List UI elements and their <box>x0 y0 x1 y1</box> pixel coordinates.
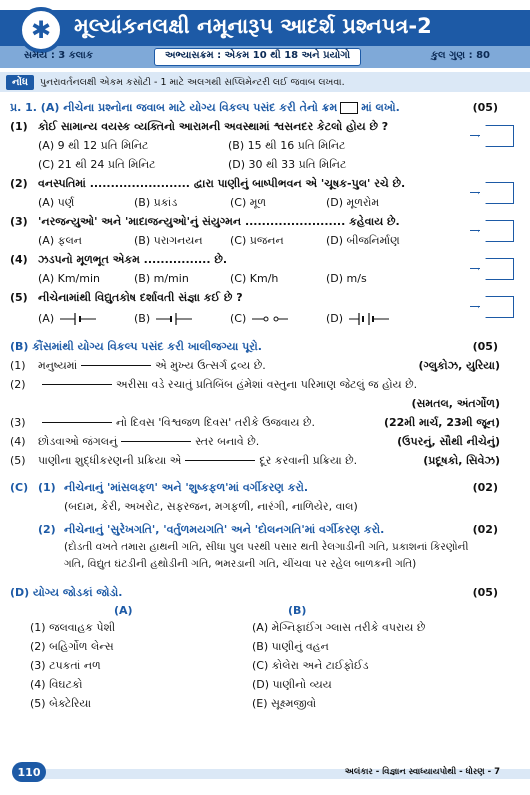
note-text: પુનરાવર્તનલક્ષી એકમ કસોટી - 1 માટે અલગથી સપ્લિમેન્ટરી લઈ જવાબ લખવા. <box>39 76 345 88</box>
item-hint: (સમતલ, અંતર્ગોળ) <box>411 396 500 410</box>
total-marks: કુલ ગુણ : 80 <box>431 50 490 61</box>
page-footer <box>0 762 530 782</box>
option: (C) 21 થી 24 પ્રતિ મિનિટ <box>38 157 156 171</box>
question-paper <box>10 98 520 713</box>
match-row <box>10 656 520 675</box>
column-b-item: (E) સૂક્ષ્મજીવો <box>252 696 317 710</box>
question-text: નીચેનાનું 'સુરેખગતિ', 'વર્તુળમયગતિ' અને 'દોલનગતિ'માં વર્ગીકરણ કરો. <box>64 522 385 536</box>
fill-blank-hint-row <box>10 394 520 413</box>
option: (A) પર્ણ <box>38 195 75 209</box>
option: (A) 9 થી 12 પ્રતિ મિનિટ <box>38 138 149 152</box>
question-text: ઝડપનો મૂળભૂત એકમ ................ છે. <box>38 252 228 266</box>
column-b-item: (B) પાણીનું વહન <box>252 639 329 653</box>
question-text: 'નરજન્યુઓ' અને 'માદાજન્યુઓ'નું સંયુગ્મન ........................ કહેવાય છે. <box>38 214 400 228</box>
match-row <box>10 637 520 656</box>
question-row <box>10 288 520 307</box>
section-c-label: (C) <box>10 481 29 494</box>
question-row <box>10 212 520 231</box>
option: (D) 30 થી 33 પ્રતિ મિનિટ <box>228 157 347 171</box>
item-text-post: નો દિવસ 'વિશ્વજળ દિવસ' તરીકે ઉજવાય છે. <box>116 415 315 429</box>
question-row <box>10 117 520 136</box>
item-number: (1) <box>10 359 26 372</box>
option-row <box>10 136 520 155</box>
option-label: (C) <box>230 312 247 325</box>
section-b-heading-text: (B) કૌંસમાંથી યોગ્ય વિકલ્પ પસંદ કરી ખાલીજગ્યા પૂરો. <box>10 339 262 353</box>
section-b-heading <box>10 337 520 356</box>
items-list: (દોડતી વખતે તમારા હાથની ગતિ, સીધા પુલ પરથી પસાર થતી રેલગાડીની ગતિ, પ્રકાશનાં કિરણોની ગતિ, વિદ્યુત ઘંટડીની હથોડીની ગતિ, ભમરડાની ગતિ, ચીંચવા પર રહેલ બાળકની ગતિ) <box>64 541 469 570</box>
option <box>230 312 326 326</box>
option: (C) પ્રજનન <box>230 233 284 247</box>
column-a-item: (4) વિઘટકો <box>30 677 83 691</box>
option-row <box>10 155 520 174</box>
column-a-item: (2) બહિર્ગોળ લેન્સ <box>30 639 114 653</box>
item-hint: (ઉપરનું, સૌથી નીચેનું) <box>397 434 500 448</box>
answer-blank-box <box>340 102 358 114</box>
question-row <box>10 174 520 193</box>
section-a-heading-suffix: માં લખો. <box>361 100 400 114</box>
option-row <box>10 231 520 250</box>
option-label: (A) <box>38 312 55 325</box>
question-marks: (02) <box>472 481 498 494</box>
asterisk-logo-icon: ✱ <box>18 7 64 53</box>
option: (D) બીજનિર્માણ <box>326 233 400 247</box>
items-list: (બદામ, કેરી, અખરોટ, સફરજન, મગફળી, નારંગી, નાળિયેર, વાલ) <box>64 499 358 513</box>
blank-line[interactable] <box>185 460 255 461</box>
cell-symbol-b-icon <box>154 312 194 326</box>
column-b-item: (C) કોલેરા અને ટાઈફોઈડ <box>252 658 369 672</box>
option-row <box>10 269 520 288</box>
fill-blank-row <box>10 356 520 375</box>
option-label: (B) <box>134 312 151 325</box>
option: (A) Km/min <box>38 272 100 285</box>
item-text-post: સ્તર બનાવે છે. <box>195 434 260 448</box>
item-number: (5) <box>10 454 26 467</box>
footer-text: અલંકાર - વિજ્ઞાન સ્વાધ્યાયપોથી - ધોરણ - 7 <box>344 767 500 777</box>
fill-blank-row <box>10 375 520 394</box>
section-d-marks: (05) <box>472 586 498 599</box>
option: (D) m/s <box>326 272 367 285</box>
option <box>134 312 230 326</box>
option <box>38 312 134 326</box>
column-b-item: (D) પાણીનો વ્યય <box>252 677 332 691</box>
item-text-pre: મનુષ્યમાં <box>38 358 78 372</box>
question-row <box>10 250 520 269</box>
question-text: નીચેનામાંથી વિદ્યુતકોષ દર્શાવતી સંજ્ઞા કઈ છે ? <box>38 290 243 304</box>
question-number: (1) <box>10 120 28 133</box>
question-number: (2) <box>38 523 56 536</box>
header-banner <box>0 0 530 70</box>
section-d-heading <box>10 583 520 602</box>
option: (A) ફલન <box>38 233 82 247</box>
section-a-marks: (05) <box>472 101 498 114</box>
page-number: 110 <box>12 762 46 782</box>
item-number: (2) <box>10 378 26 391</box>
note-tag: નોંધ <box>6 75 34 90</box>
item-number: (4) <box>10 435 26 448</box>
match-row <box>10 675 520 694</box>
fill-blank-row <box>10 451 520 470</box>
section-c-q1 <box>10 478 520 497</box>
option: (C) મૂળ <box>230 195 267 209</box>
item-number: (3) <box>10 416 26 429</box>
option: (B) પ્રકાંડ <box>134 195 178 209</box>
item-hint: (ગ્લુકોઝ, યુરિયા) <box>418 358 500 372</box>
column-b-item: (A) મેગ્નિફાઈંગ ગ્લાસ તરીકે વપરાય છે <box>252 620 426 634</box>
question-number: (2) <box>10 177 28 190</box>
column-a-item: (1) જલવાહક પેશી <box>30 620 116 634</box>
option: (B) m/min <box>134 272 189 285</box>
battery-symbol-icon <box>347 312 391 326</box>
column-a-header: (A) <box>114 603 133 617</box>
option-row <box>10 193 520 212</box>
item-text-post: એ મુખ્ય ઉત્સર્ગ દ્રવ્ય છે. <box>155 358 266 372</box>
classification-items <box>10 539 520 573</box>
option-row <box>10 307 520 331</box>
blank-line[interactable] <box>42 422 112 423</box>
option: (C) Km/h <box>230 272 279 285</box>
question-text: વનસ્પતિમાં ........................ દ્વારા પાણીનું બાષ્પીભવન એ 'ચૂષક-પુલ' રચે છે. <box>38 176 406 190</box>
match-row <box>10 694 520 713</box>
section-c-q2 <box>10 520 520 539</box>
item-hint: (પ્રદૂષકો, સિવેઝ) <box>423 453 500 467</box>
column-a-item: (3) ટપકતાં નળ <box>30 658 101 672</box>
fill-blank-row <box>10 413 520 432</box>
item-text-post: દૂર કરવાની પ્રક્રિયા છે. <box>259 453 358 467</box>
match-row <box>10 618 520 637</box>
item-text-post: અરીસા વડે રચાતું પ્રતિબિંબ હંમેશાં વસ્તુના પરિમાણ જેટલું જ હોય છે. <box>116 377 418 391</box>
item-text-pre: છોડવાઓ જંગલનું <box>38 434 118 448</box>
fill-blank-row <box>10 432 520 451</box>
blank-line[interactable] <box>42 384 112 385</box>
match-column-headers <box>10 602 520 618</box>
option: (D) મૂળરોમ <box>326 195 380 209</box>
blank-line[interactable] <box>121 441 191 442</box>
section-d-heading-text: (D) યોગ્ય જોડકાં જોડો. <box>10 585 123 599</box>
page-title: મૂલ્યાંકનલક્ષી નમૂનારૂપ આદર્શ પ્રશ્નપત્ર-2 <box>74 14 432 38</box>
classification-items <box>10 497 520 516</box>
question-number: (4) <box>10 253 28 266</box>
question-text: કોઈ સામાન્ય વયસ્ક વ્યક્તિનો આરામની અવસ્થામાં શ્વસનદર કેટલો હોય છે ? <box>38 119 389 133</box>
option: (B) પરાગનયન <box>134 233 203 247</box>
question-number: (1) <box>38 481 56 494</box>
section-a-heading-text: પ્ર. 1. (A) નીચેના પ્રશ્નોના જવાબ માટે યોગ્ય વિકલ્પ પસંદ કરી તેનો ક્રમ <box>10 100 338 114</box>
option <box>326 312 422 326</box>
question-number: (5) <box>10 291 28 304</box>
question-number: (3) <box>10 215 28 228</box>
column-b-header: (B) <box>288 603 307 617</box>
option: (B) 15 થી 16 પ્રતિ મિનિટ <box>228 138 346 152</box>
syllabus-badge: અભ્યાસક્રમ : એકમ 10 થી 18 અને પ્રયોગો <box>154 48 361 66</box>
instruction-note <box>0 72 530 92</box>
section-b-marks: (05) <box>472 340 498 353</box>
switch-symbol-icon <box>250 312 290 326</box>
question-text: નીચેનાનું 'માંસલફળ' અને 'શુષ્કફળ'માં વર્ગીકરણ કરો. <box>64 480 309 494</box>
item-text-pre: પાણીના શુદ્ધીકરણની પ્રક્રિયા એ <box>38 453 182 467</box>
question-marks: (02) <box>472 523 498 536</box>
blank-line[interactable] <box>81 365 151 366</box>
section-a-heading <box>10 98 520 117</box>
cell-symbol-a-icon <box>58 312 98 326</box>
column-a-item: (5) બેક્ટેરિયા <box>30 696 92 710</box>
exam-time: સમય : 3 કલાક <box>24 50 93 61</box>
option-label: (D) <box>326 312 344 325</box>
item-hint: (22મી માર્ચ, 23મી જૂન) <box>383 415 500 429</box>
